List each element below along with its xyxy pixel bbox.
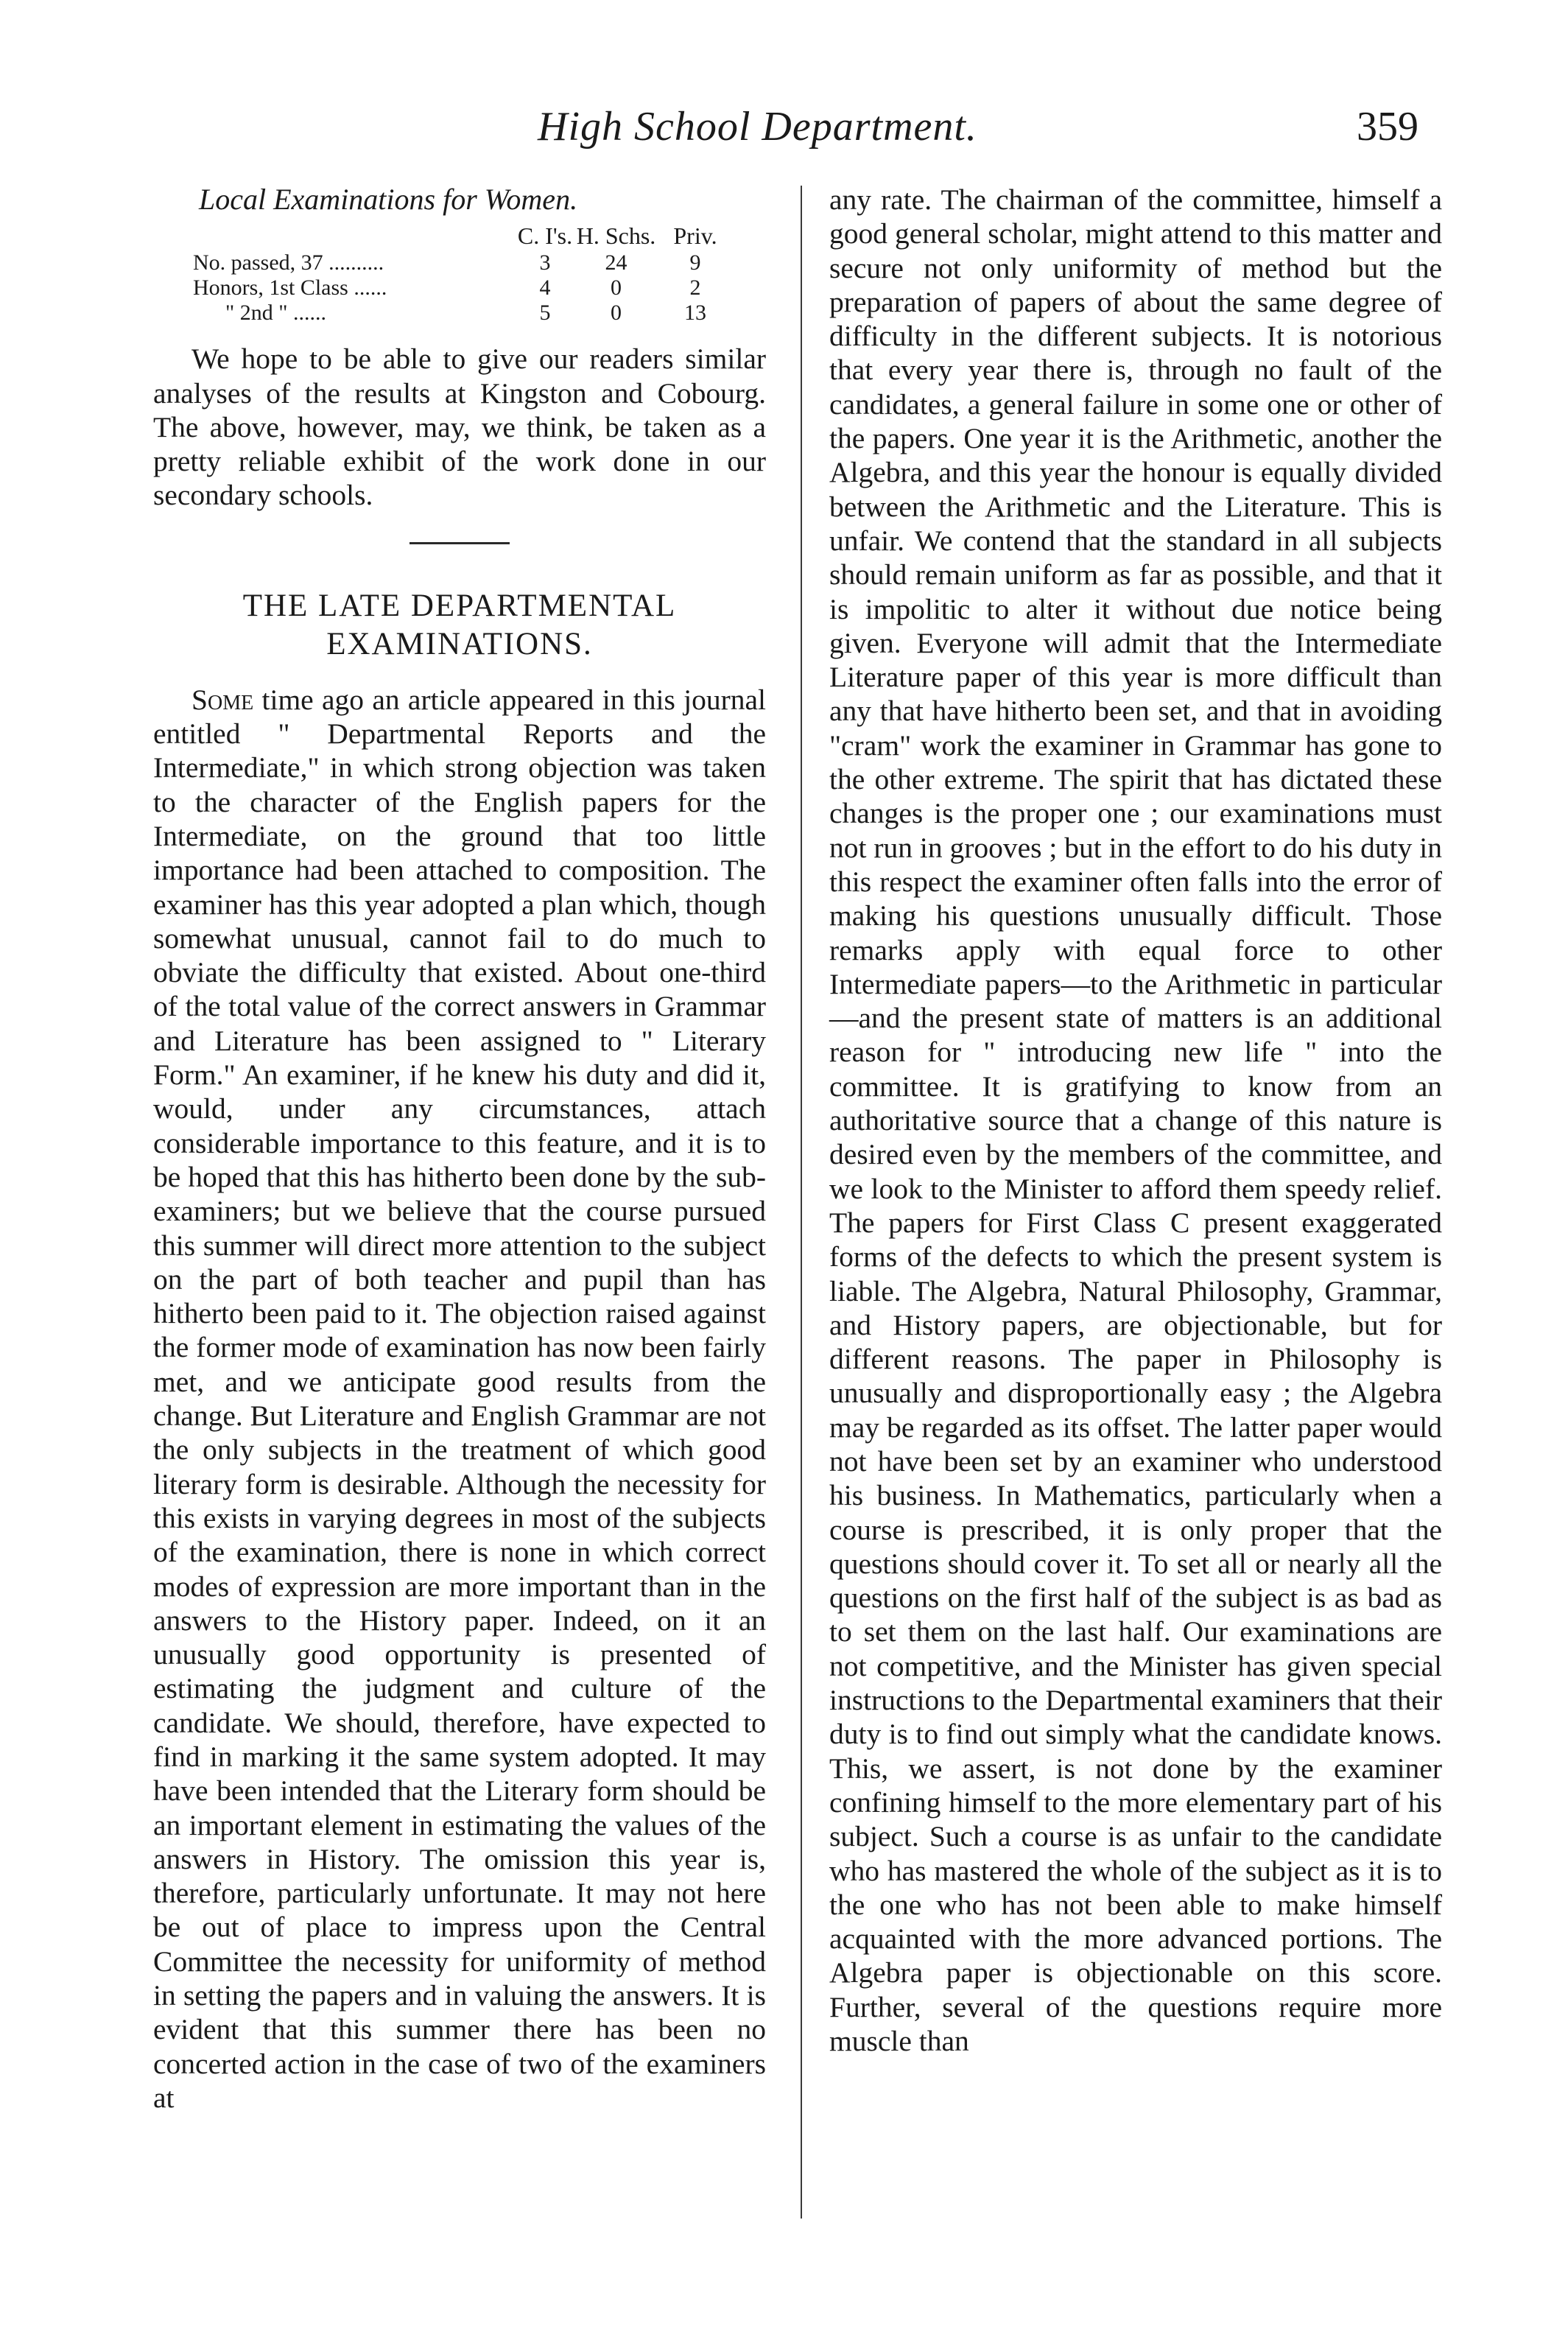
article-first-word: Some <box>191 683 254 716</box>
subheading-local-examinations: Local Examinations for Women. <box>199 183 578 216</box>
column-divider <box>801 186 802 2219</box>
article-continuation: any rate. The chairman of the committee, himself a good general scholar, might attend to this matter and secure not only uniformity of method but the preparation of papers of about the same degree of difficulty in the different subjects. It is notorious that every year there is, through no fault of the candidates, a general failure in some one or other of the papers. One year it is the Arithmetic, another the Algebra, and this year the honour is equally divided between the Arithmetic and the Literature. This is unfair. We contend that the standard in all subjects should remain uniform as far as possible, and that it is impolitic to alter it without due notice being given. Everyone will admit that the Intermediate Literature paper of this year is more difficult than any that have hitherto been set, and that in avoiding "cram" work the examiner in Grammar has gone to the other extreme. The spirit that has dictated these changes is the proper one ; our examinations must not run in grooves ; but in the effort to do his duty in this respect the examiner often falls into the error of making his questions unusually difficult. Those remarks apply with equal force to other Intermediate papers—to the Arithmetic in particular—and the present state of matters is an additional reason for " introducing new life " into the committee. It is gratifying to know from an authoritative source that a change of this nature is desired even by the members of the committee, and we look to the Minister to afford them speedy relief. The papers for First Class C present exaggerated forms of the defects to which the present system is liable. The Algebra, Natural Philosophy, Grammar, and History papers, are objectionable, but for different reasons. The paper in Philosophy is unusually and disproportionally easy ; the Algebra may be regarded as its offset. The latter paper would not have been set by an examiner who understood his business. In Mathematics, particularly when a course is prescribed, it is only proper that the questions should cover it. To set all or nearly all the questions on the first half of the subject is as bad as to set them on the last half. Our examinations are not competitive, and the Minister has given special instructions to the Departmental examiners that their duty is to find out simply what the candidate knows. This, we assert, is not done by the examiner confining himself to the more elementary part of his subject. Such a course is as unfair to the candidate who has mastered the whole of the subject as it is to the one who has not been able to make himself acquainted with the more advanced portions. The Algebra paper is objectionable on this score. Further, several of the questions require more muscle than <box>829 183 1442 2058</box>
table-cell: 13 <box>684 301 706 326</box>
article-paragraph <box>153 683 766 2115</box>
section-rule <box>409 542 510 544</box>
right-column <box>829 183 1442 2058</box>
section-title-line: THE LATE DEPARTMENTAL <box>242 588 677 623</box>
row-label: No. passed, 37 .......... <box>193 250 384 275</box>
left-column <box>153 183 766 2115</box>
article-body: time ago an article appeared in this journal entitled " Departmental Reports and the Intermediate," in which strong objection was taken to the character of the English papers for the Intermediate, on the ground that too little importance had been attached to composition. The examiner has this year adopted a plan which, though somewhat unusual, cannot fail to do much to obviate the difficulty that existed. About one-third of the total value of the correct answers in Grammar and Literature has been assigned to " Literary Form." An examiner, if he knew his duty and did it, would, under any circumstances, attach considerable importance to this feature, and it is to be hoped that this has hitherto been done by the sub-examiners; but we believe that the course pursued this summer will direct more attention to the subject on the part of both teacher and pupil than has hitherto been paid to it. The objection raised against the former mode of examination has now been fairly met, and we anticipate good results from the change. But Literature and English Grammar are not the only subjects in the treatment of which good literary form is desirable. Although the necessity for this exists in varying degrees in most of the subjects of the examination, there is none in which correct modes of expression are more important than in the answers to the History paper. Indeed, on it an unusually good opportunity is presented of estimating the judgment and culture of the candidate. We should, therefore, have expected to find in marking it the same system adopted. It may have been intended that the Literary form should be an important element in estimating the values of the answers in History. The omission this year is, therefore, particularly unfortunate. It may not here be out of place to impress upon the Central Committee the necessity for uniformity of method in setting the papers and in valuing the answers. It is evident that this summer there has been no concerted action in the case of two of the examiners at <box>153 683 766 2114</box>
table-cell: 5 <box>539 301 551 326</box>
table-cell: 4 <box>539 275 551 301</box>
table-header-row <box>193 221 732 250</box>
column-header: H. Schs. <box>576 222 656 250</box>
table-cell: 2 <box>689 275 701 301</box>
page-number: 359 <box>1357 104 1418 150</box>
running-head <box>0 103 1568 162</box>
table-cell: 3 <box>539 250 551 275</box>
section-title-line: EXAMINATIONS. <box>326 626 593 661</box>
results-table <box>193 221 732 326</box>
intro-paragraph: We hope to be able to give our readers similar analyses of the results at Kingston and Cobourg. The above, however, may, we think, be taken as a pretty reliable exhibit of the work done in our secondary schools. <box>153 343 766 512</box>
section-title <box>153 587 766 664</box>
table-row <box>193 275 732 301</box>
table-cell: 0 <box>611 275 622 301</box>
table-row <box>193 301 732 326</box>
row-label: " 2nd " ...... <box>225 301 326 326</box>
column-header: Priv. <box>673 222 717 250</box>
running-title: High School Department. <box>538 104 977 150</box>
column-header: C. I's. <box>517 222 573 250</box>
table-row <box>193 250 732 275</box>
table-cell: 0 <box>611 301 622 326</box>
row-label: Honors, 1st Class ...... <box>193 275 387 301</box>
table-corner-cell <box>193 221 516 250</box>
table-cell: 9 <box>689 250 701 275</box>
table-cell: 24 <box>605 250 627 275</box>
